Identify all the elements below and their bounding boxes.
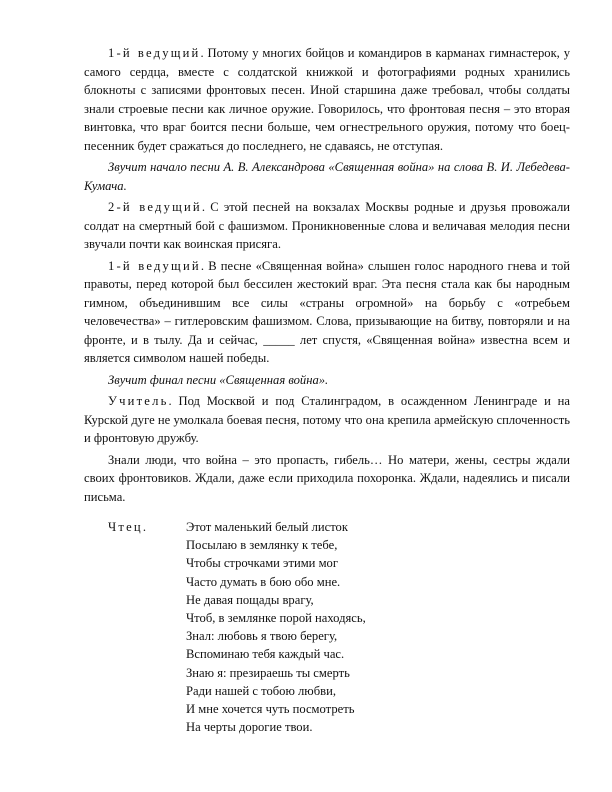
poem-line: Ради нашей с тобою любви, — [186, 683, 336, 698]
paragraph-text: . С этой песней на вокзалах Москвы родные и друзья провожали солдат на смертный бой с фашизмом. Проникновенные слова и величавая мелодия песни звучали почти как воинская присяга. — [84, 200, 570, 251]
stage-direction: Звучит финал песни «Священная война». — [108, 372, 329, 387]
poem-line: Посылаю в землянку к тебе, — [186, 538, 338, 553]
poem-line: Этот маленький белый листок — [186, 520, 348, 534]
poem-line: На черты дорогие твои. — [186, 720, 313, 735]
poem-line: Часто думать в бою обо мне. — [186, 574, 341, 589]
document-page — [84, 44, 570, 736]
paragraph-host2 — [84, 198, 570, 254]
reader-label: Чтец. — [108, 520, 149, 534]
paragraph-host1-a — [84, 44, 570, 155]
poem-line: Знал: любовь я твою берегу, — [186, 629, 338, 644]
paragraph-text: . В песне «Священная война» слышен голос народного гнева и той правоты, перед которой был бессилен жестокий враг. Эта песня стала как бы народным гимном, объединившим все силы «страны огромной» на борьбу с «отребьем человечества» – гитлеровским фашизмом. Слова, призывающие на битву, повторяли и на фронте, и в тылу. Да и сейчас, _____ лет спустя, «Священная война» известна всем и является символом нашей победы. — [84, 258, 570, 365]
stage-direction: Звучит начало песни А. В. Александрова «Священная война» на слова В. И. Лебедева-Кумача. — [84, 160, 570, 193]
paragraph-text: . Потому у многих бойцов и командиров в карманах гимнастерок, у самого сердца, вместе с солдатской книжкой и фотографиями родных хранились блокноты с записями фронтовых песен. Иной старшина даже требовал, чтобы солдаты знали строевые песни как личное оружие. Говорилось, что фронтовая песня – это вторая винтовка, что враг боится песни больше, чем огнестрельного оружия, потому что боец-песенник будет сражаться до последнего, не сдаваясь, не отступая. — [84, 46, 570, 153]
poem-lines — [186, 518, 570, 736]
poem-line: Чтобы строчками этими мог — [186, 556, 338, 571]
paragraph-text: . Под Москвой и под Сталинградом, в осажденном Ленинграде и на Курской дуге не умолкала боевая песня, потому что она крепила армейскую сплоченность и фронтовую дружбу. — [84, 394, 570, 445]
speaker-label: 1-й ведущий — [108, 258, 201, 273]
speaker-label: 2-й ведущий — [108, 200, 202, 214]
poem-line: Чтоб, в землянке порой находясь, — [186, 611, 366, 626]
paragraph-narration: Знали люди, что война – это пропасть, гибель… Но матери, жены, сестры ждали своих фронтовиков. Ждали, даже если приходила похоронка. Ждали, надеялись и писали письма. — [84, 452, 570, 504]
poem-line: Вспоминаю тебя каждый час. — [186, 647, 345, 662]
poem-line: Знаю я: презираешь ты смерть — [186, 665, 350, 680]
paragraph-host1-b — [84, 257, 570, 368]
poem-line: Не давая пощады врагу, — [186, 592, 314, 607]
poem-block — [84, 518, 570, 736]
paragraph-teacher — [84, 392, 570, 448]
speaker-label: Учитель — [108, 394, 169, 408]
poem-line: И мне хочется чуть посмотреть — [186, 702, 355, 717]
speaker-label: 1-й ведущий — [108, 46, 201, 60]
